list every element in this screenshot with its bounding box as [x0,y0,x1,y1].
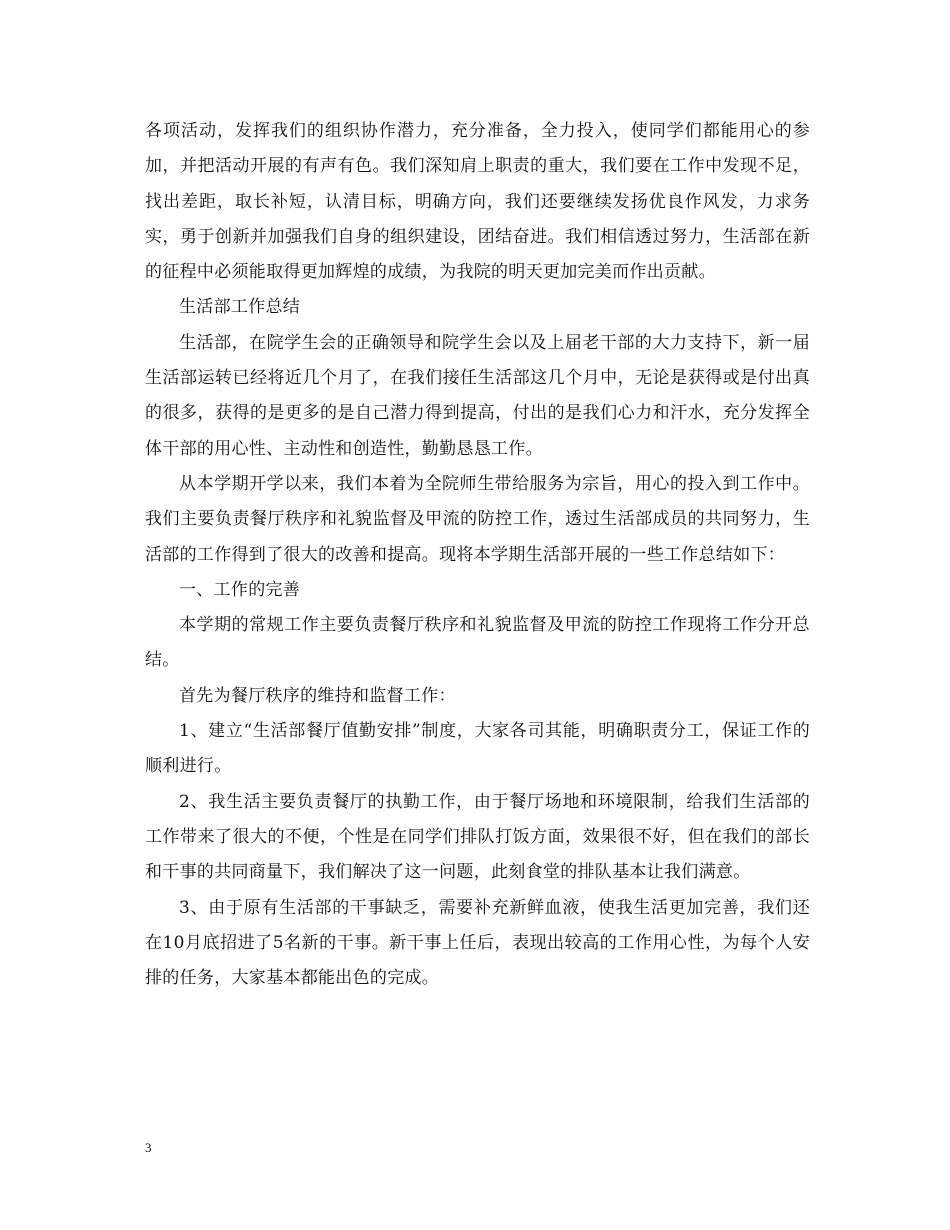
paragraph-3: 从本学期开学以来，我们本着为全院师生带给服务为宗旨，用心的投入到工作中。我们主要负责餐厅秩序和礼貌监督及甲流的防控工作，透过生活部成员的共同努力，生活部的工作得到了很大的改善和提高。现将本学期生活部开展的一些工作总结如下： [145,473,810,565]
paragraph-4: 本学期的常规工作主要负责餐厅秩序和礼貌监督及甲流的防控工作现将工作分开总结。 [145,615,810,671]
section-heading-work-improvement: 一、工作的完善 [179,579,301,600]
section-heading-life-dept-summary: 生活部工作总结 [179,297,301,318]
list-item-2: 2、我生活主要负责餐厅的执勤工作，由于餐厅场地和环境限制，给我们生活部的工作带来了很大的不便，个性是在同学们排队打饭方面，效果很不好，但在我们的部长和干事的共同商量下，我们解决了这一问题，此刻食堂的排队基本让我们满意。 [145,791,810,883]
paragraph-1: 各项活动，发挥我们的组织协作潜力，充分准备，全力投入，使同学们都能用心的参加，并把活动开展的有声有色。我们深知肩上职责的重大，我们要在工作中发现不足，找出差距，取长补短，认清目标，明确方向，我们还要继续发扬优良作风发，力求务实，勇于创新并加强我们自身的组织建设，团结奋进。我们相信透过努力，生活部在新的征程中必须能取得更加辉煌的成绩，为我院的明天更加完美而作出贡献。 [145,121,810,283]
document-body [145,114,810,996]
list-item-1: 1、建立“生活部餐厅值勤安排”制度，大家各司其能，明确职责分工，保证工作的顺利进行。 [145,721,810,777]
paragraph-5: 首先为餐厅秩序的维持和监督工作： [179,685,456,706]
page-number: 3 [145,1140,152,1155]
paragraph-2: 生活部，在院学生会的正确领导和院学生会以及上届老干部的大力支持下，新一届生活部运转已经将近几个月了，在我们接任生活部这几个月中，无论是获得或是付出真的很多，获得的是更多的是自己潜力得到提高，付出的是我们心力和汗水，充分发挥全体干部的用心性、主动性和创造性，勤勤恳恳工作。 [145,332,810,459]
list-item-3: 3、由于原有生活部的干事缺乏，需要补充新鲜血液，使我生活更加完善，我们还在10月底招进了5名新的干事。新干事上任后，表现出较高的工作用心性，为每个人安排的任务，大家基本都能出色的完成。 [145,897,810,989]
